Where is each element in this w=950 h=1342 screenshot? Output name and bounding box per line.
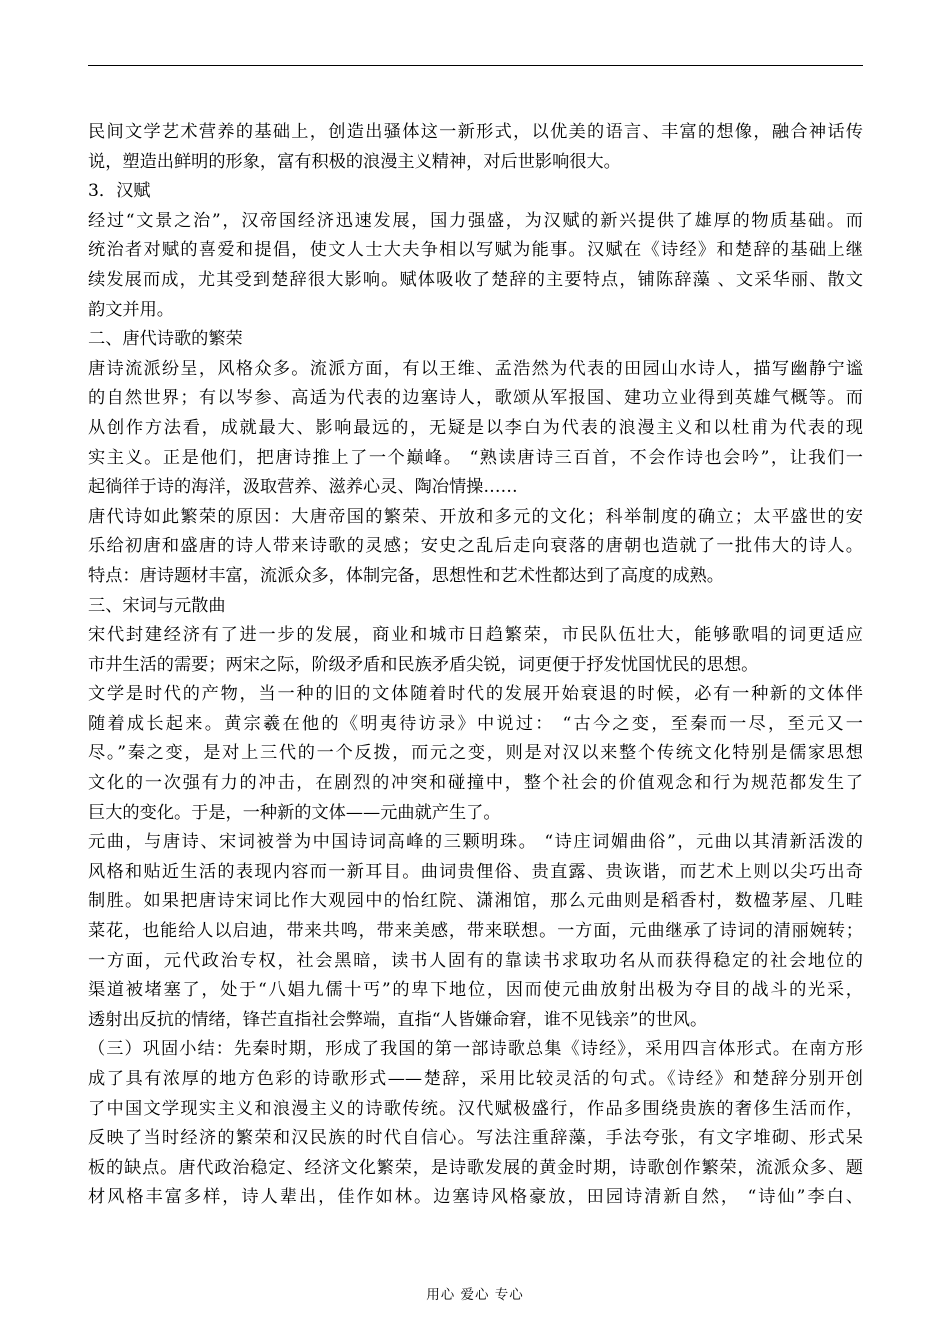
text-line: 起徜徉于诗的海洋，汲取营养、滋养心灵、陶冶情操……: [88, 477, 518, 498]
page-footer: 用心 爱心 专心: [426, 1287, 524, 1303]
text-line: （三）巩固小结：先秦时期，形成了我国的第一部诗歌总集《诗经》，采用四言体形式。在南方形: [88, 1039, 863, 1060]
text-line: 韵文并用。: [88, 299, 174, 320]
text-line: 反映了当时经济的繁荣和汉民族的时代自信心。写法注重辞藻，手法夸张，有文字堆砌、形式呆: [88, 1128, 863, 1149]
section-heading: 二、唐代诗歌的繁荣: [88, 329, 243, 350]
text-line: 唐诗流派纷呈，风格众多。流派方面，有以王维、孟浩然为代表的田园山水诗人，描写幽静宁谧: [88, 358, 863, 379]
text-line: 市井生活的需要；两宋之际，阶级矛盾和民族矛盾尖锐，词更便于抒发忧国忧民的思想。: [88, 654, 759, 675]
text-line: 的自然世界；有以岑参、高适为代表的边塞诗人，歌颂从军报国、建功立业得到英雄气概等。而: [88, 388, 863, 409]
text-line: 从创作方法看，成就最大、影响最远的，无疑是以李白为代表的浪漫主义和以杜甫为代表的现: [88, 417, 863, 438]
text-line: 一方面，元代政治专权，社会黑暗，读书人固有的靠读书求取功名从而获得稳定的社会地位的: [88, 950, 863, 971]
text-line: 文学是时代的产物，当一种的旧的文体随着时代的发展开始衰退的时候，必有一种新的文体伴: [88, 684, 863, 705]
document-body: [88, 118, 863, 1213]
text-line: 统治者对赋的喜爱和提倡，使文人士大夫争相以写赋为能事。汉赋在《诗经》和楚辞的基础上继: [88, 240, 863, 261]
text-line: 板的缺点。唐代政治稳定、经济文化繁荣，是诗歌发展的黄金时期，诗歌创作繁荣，流派众多、题: [88, 1157, 863, 1178]
text-line: 了中国文学现实主义和浪漫主义的诗歌传统。汉代赋极盛行，作品多围绕贵族的奢侈生活而作，: [88, 1098, 863, 1119]
text-line: 随着成长起来。黄宗羲在他的《明夷待访录》中说过： “古今之变，至秦而一尽，至元又一: [88, 713, 863, 734]
text-line: 说，塑造出鲜明的形象，富有积极的浪漫主义精神，对后世影响很大。: [88, 151, 621, 172]
text-line: 宋代封建经济有了进一步的发展，商业和城市日趋繁荣，市民队伍壮大，能够歌唱的词更适应: [88, 625, 863, 646]
text-line: 实主义。正是他们，把唐诗推上了一个巅峰。 “熟读唐诗三百首，不会作诗也会吟”，让我们一: [88, 447, 863, 468]
text-line: 风格和贴近生活的表现内容而一新耳目。曲词贵俚俗、贵直露、贵诙谐，而艺术上则以尖巧出奇: [88, 861, 863, 882]
text-line: 成了具有浓厚的地方色彩的诗歌形式——楚辞，采用比较灵活的句式。《诗经》和楚辞分别开创: [88, 1069, 863, 1089]
text-line: 乐给初唐和盛唐的诗人带来诗歌的灵感；安史之乱后走向衰落的唐朝也造就了一批伟大的诗人。: [88, 536, 863, 557]
text-line: 唐代诗如此繁荣的原因：大唐帝国的繁荣、开放和多元的文化；科举制度的确立；太平盛世的安: [88, 506, 863, 527]
text-line: 民间文学艺术营养的基础上，创造出骚体这一新形式，以优美的语言、丰富的想像，融合神话传: [88, 122, 863, 142]
text-line: 渠道被堵塞了，处于“八娼九儒十丐”的卑下地位，因而使元曲放射出极为夺目的战斗的光采，: [88, 980, 863, 1001]
text-line: 元曲，与唐诗、宋词被誉为中国诗词高峰的三颗明珠。 “诗庄词媚曲俗”，元曲以其清新活泼的: [88, 832, 863, 853]
text-line: 制胜。如果把唐诗宋词比作大观园中的怡红院、潇湘馆，那么元曲则是稻香村，数楹茅屋、几畦: [88, 891, 863, 912]
section-heading: 三、宋词与元散曲: [88, 595, 226, 616]
text-line: 菜花，也能给人以启迪，带来共鸣，带来美感，带来联想。一方面，元曲继承了诗词的清丽婉转；: [88, 921, 863, 942]
text-line: 特点：唐诗题材丰富，流派众多，体制完备，思想性和艺术性都达到了高度的成熟。: [88, 565, 724, 586]
section-heading: 3．汉赋: [88, 181, 151, 202]
text-line: 续发展而成，尤其受到楚辞很大影响。赋体吸收了楚辞的主要特点，铺陈辞藻 、文采华丽、散文: [88, 269, 863, 290]
header-rule: [88, 65, 863, 66]
text-line: 文化的一次强有力的冲击，在剧烈的冲突和碰撞中，整个社会的价值观念和行为规范都发生了: [88, 773, 863, 794]
text-line: 巨大的变化。于是，一种新的文体——元曲就产生了。: [88, 802, 501, 823]
text-line: 材风格丰富多样，诗人辈出，佳作如林。边塞诗风格豪放，田园诗清新自然， “诗仙”李白、: [88, 1187, 863, 1208]
text-line: 经过“文景之治”，汉帝国经济迅速发展，国力强盛，为汉赋的新兴提供了雄厚的物质基础。而: [88, 210, 863, 231]
text-line: 透射出反抗的情绪，锋芒直指社会弊端，直指“人皆嫌命窘，谁不见钱亲”的世风。: [88, 1009, 708, 1030]
text-line: 尽。”秦之变，是对上三代的一个反拨，而元之变，则是对汉以来整个传统文化特别是儒家思想: [88, 743, 863, 764]
